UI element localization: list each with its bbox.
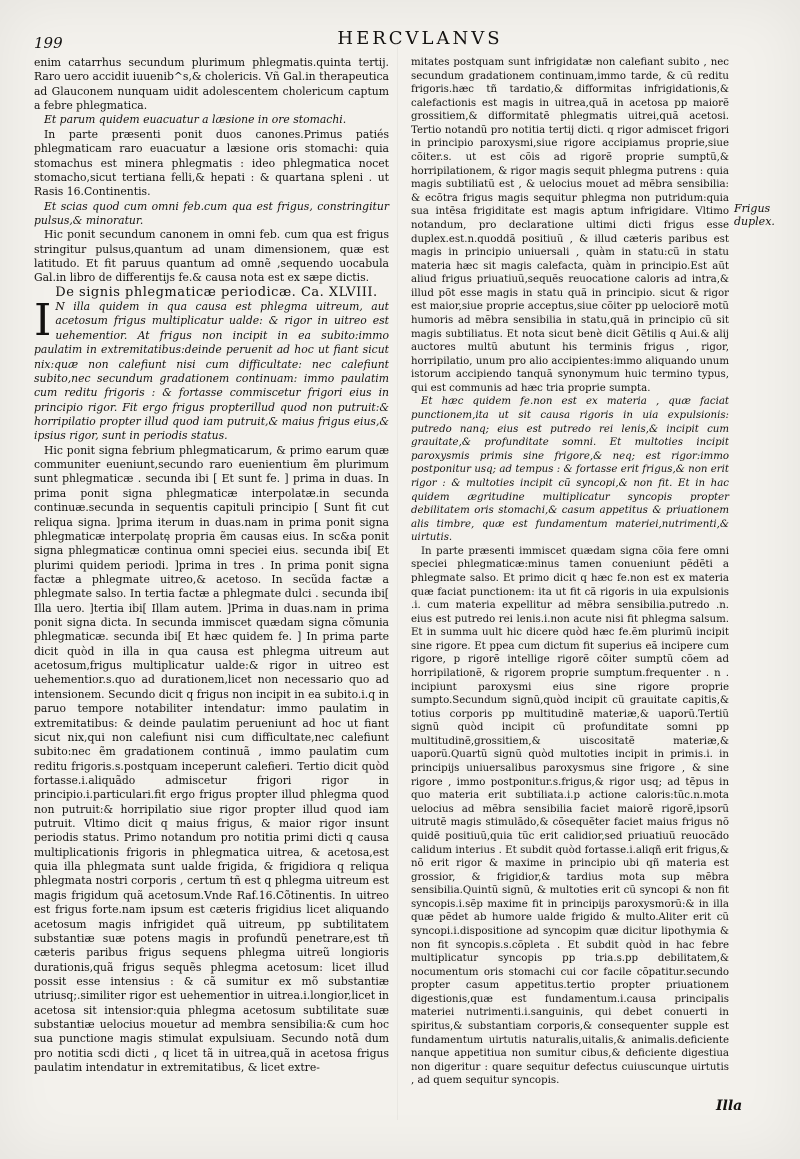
chapter-heading: De signis phlegmaticæ periodicæ. Ca. XLVIII. — [55, 284, 378, 300]
page-number: 199 — [34, 34, 63, 52]
chapter-opening — [34, 295, 389, 444]
chapter-opening-text: N illa quidem in qua causa est phlegma uitreum, aut acetosum frigus multiplicatur ualde: & rigor in uitreo est uehementior. At frigus non incipit in ea subito:immo paulatim in extremitatibus:deinde peruenit ad hoc ut fiant sicut nix:quæ non calefiunt nisi cum difficultate: nec calefiunt subito,nec secundum gradationem continuam: immo paulatim cum reditu frigoris : & fortasse commiscetur frigori eius in principio rigor. Fit ergo frigus propterillud quod non putruit:& horripilatio propter illud quod iam putruit,& maius frigus eius,& ipsius rigor, sunt in periodis status. — [34, 300, 389, 443]
left-column — [34, 56, 389, 1076]
drop-cap: I — [34, 295, 52, 347]
quoted-text: Et hæc quidem fe.non est ex materia , quæ faciat punctionem,ita ut sit causa rigoris in uia expulsionis: putredo nanq; eius est putredo rei lenis,& incipit cum grauitate,& profunditate somni. Et multoties incipit paroxysmis primis sine frigore,& neq; est rigor:immo postponitur usq; ad tempus : & fortasse erit frigus,& non erit rigor : & multoties incipit cũ syncopi,& non fit. Et in hac quidem ægritudine multiplicatur syncopis propter debilitatem oris stomachi,& casum appetitus & priuationem alis timbre, quæ est fundamentum materiei,nutrimenti,& uirtutis. — [411, 396, 729, 544]
quoted-text: Et parum quidem euacuatur a læsione in ore stomachi. — [44, 113, 347, 127]
margin-note: Frigus duplex. — [734, 202, 775, 228]
paragraph: Hic ponit secundum canonem in omni feb. cum qua est frigus stringitur pulsus,quantum ad unam dimensionem, quæ est latitudo. Et fit paruus quantum ad omnẽ ,sequendo uocabula Gal.in libro de differentijs fe.& causa nota est ex sæpe dictis. — [34, 228, 389, 285]
quoted-text: Et scias quod cum omni feb.cum qua est frigus, constringitur pulsus,& minoratur. — [34, 199, 389, 227]
paragraph: enim catarrhus secundum plurimum phlegmatis.quinta tertij. Raro uero accidit iuuenib^s,& cholericis. Vñ Gal.in therapeutica ad Glauconem nunquam uidit adolescentem cholericum captum a febre phlegmatica. — [34, 56, 389, 113]
right-column — [411, 56, 729, 1088]
paragraph: In parte præsenti ponit duos canones.Primus patiés phlegmaticam raro euacuatur a læsione oris stomachi: quia stomachus est minera phlegmatis : ideo phlegmatica nocet stomacho,sicut tertiana felli,& hepati : & quartana spleni . ut Rasis 16.Continentis. — [34, 127, 389, 199]
paragraph: In parte præsenti immiscet quædam signa cõia fere omni speciei phlegmaticæ:minus tamen conueniunt pẽdẽti a phlegmate salso. Et primo dicit q hæc fe.non est ex materia quæ faciat punctionem: ita ut fit cã rigoris in uia expulsionis .i. cum materia expellitur ad mẽbra sensibilia.putredo .n. eius est putredo rei lenis.i.non acute nisi fit phlegma salsum. Et in summa uult hic dicere quòd hæc fe.ẽm plurimũ incipit sine rigore. Et ppea cum dictum fit superius eã incipere cum rigore, p rigorẽ intellige rigorẽ cõiter sumptũ cõem ad horripilationẽ, & rigorem proprie sumptum.frequenter . n . incipiunt paroxysmi eius sine rigore proprie sumpto.Secundum signũ,quòd incipit cũ grauitate capitis,& totius corporis pp multitudinẽ materiæ,& uaporũ.Tertiũ signũ quòd incipit cũ profunditate somni pp multitudinẽ,grossitiem,& uiscositatẽ materiæ,& uaporũ.Quartũ signũ quòd multoties incipit in primis.i. in principijs uniuersalibus paroxysmus sine frigore , & sine rigore , immo postponitur.s.frigus,& rigor usq; ad tẽpus in quo materia erit subtiliata.i.p actione caloris:tũc.n.mota uelocius ad mẽbra sensibilia faciet maiorẽ rigorẽ,ipsorũ uitrutẽ magis stimulãdo,& cõsequẽter faciet maius frigus nõ quidẽ positiuũ,quia tũc erit calidior,sed priuatiuũ reuocãdo calidum interius . Et subdit quòd fortasse.i.aliqñ erit frigus,& nõ erit rigor & maxime in principio ubi qñ materia est grossior, & frigidior,& tardius mota sup mẽbra sensibilia.Quintũ signũ, & multoties erit cũ syncopi & non fit syncopis.i.sẽp maxime fit in principijs paroxysmorũ:& in illa quæ pẽdet ab humore ualde frigido & multo.Aliter erit cũ syncopi.i.dispositione ad syncopim quæ dicitur lipothymia & non fit syncopis.s.cõpleta . Et subdit quòd in hac febre multiplicatur syncopis pp tria.s.pp debilitatem,& nocumentum oris stomachi cui cor facile cõpatitur.secundo propter casum appetitus.tertio propter priuationem digestionis,quæ est fundamentum.i.causa principalis materiei nutrimenti.i.sanguinis, qui debet conuerti in spiritus,& substantiam corporis,& consequenter supple est fundamentum uirtutis naturalis,uitalis,& animalis.deficiente nanque appetitiua non sumitur cibus,& deficiente digestiua non digeritur : quare sequitur defectus cuiuscunque uirtutis , ad quem sequitur syncopis. — [411, 545, 729, 1087]
paragraph: mitates postquam sunt infrigidatæ non calefiant subito , nec secundum gradationem continuam,immo tarde, & cũ reditu frigoris.hæc tñ tardatio,& difformitas infrigidationis,& calefactionis est magis in uitrea,quã in acetosa pp maiorẽ grossitiem,& difformitatẽ phlegmatis uitrei,quã acetosi. Tertio notandũ pro notitia tertij dicti. q rigor admiscet frigori in principio paroxysmi,siue rigore accipiamus proprie,siue cõiter.s. ut est cõis ad rigorẽ proprie sumptũ,& horripilationem, & rigor magis sequit phlegma putrens : quia magis subtiliatũ est , & uelocius mouet ad mẽbra sensibilia: & ecõtra frigus magis sequitur phlegma non putridum:quia sua intẽsa frigiditate est magis aptum infrigidare. Vltimo notandum, pro declaratione ultimi dicti frigus esse duplex.est.n.quoddã positiuũ , & illud cæteris paribus est magis in principio uniuersali , quàm in statu:cũ in statu materia hæc sit magis calefacta, quàm in principio.Est aũt aliud frigus priuatiuũ,sequẽs reuocatione caloris ad intra,& illud põt esse magis in statu quã in principio. sicut & rigor est maior,siue proprie acceptus,siue cõiter pp uelociorẽ motũ humoris ad mẽbra sensibilia in statu,quã in principio cũ sit magis subtiliatus. Et nota sicut benè dicit Gẽtilis q Aui.& alij auctores multũ abutunt his terminis frigus , rigor, horripilatio, unum pro alio accipientes:immo aliquando unum istorum accipiendo tanquã synonymum huic termino typus, qui est communis ad hæc tria proprie sumpta. — [411, 57, 729, 394]
column-gutter — [397, 40, 398, 1120]
running-title: HERCVLANVS — [337, 28, 503, 49]
catchword: Illa — [716, 1098, 743, 1114]
paragraph: Hic ponit signa febrium phlegmaticarum, & primo earum quæ communiter eueniunt,secundo raro euenientium ẽm plurimum sunt phlegmaticæ . secunda ibi [ Et sunt fe. ] prima in duas. In prima ponit signa phlegmaticæ interpolatæ.in secunda continuæ.secunda in sequentis capituli principio [ Sunt fit cut reliqua signa. ]prima iterum in duas.nam in prima ponit signa phlegmaticæ interpolatę propria ẽm causas eius. In sc&a ponit signa phlegmaticæ continua omni speciei eius. secunda ibi[ Et plurimi quidem periodi. ]prima in tres . In prima ponit signa factæ a phlegmate uitreo,& acetoso. In secũda factæ a phlegmate salso. In tertia factæ a phlegmate dulci . secunda ibi[ Illa uero. ]tertia ibi[ Illam autem. ]Prima in duas.nam in prima ponit signa dicta. In secunda immiscet quædam signa cõmunia phlegmaticæ. secunda ibi[ Et hæc quidem fe. ] In prima parte dicit quòd in illa in qua causa est phlegma uitreum aut acetosum,frigus multiplicatur ualde:& rigor in uitreo est uehementior.s.quo ad durationem,licet non necessario quo ad intensionem. Secundo dicit q frigus non incipit in ea subito.i.q in paruo tempore notabiliter intendatur: immo paulatim in extremitatibus: & deinde paulatim perueniunt ad hoc ut fiant sicut nix,qui non calefiunt nisi cum difficultate,nec calefiunt subito:nec ẽm gradationem continuã , immo paulatim cum reditu frigoris.s.postquam inceperunt calefieri. Tertio dicit quòd fortasse.i.aliquãdo admiscetur frigori rigor in principio.i.particulari.fit ergo frigus propter illud phlegma quod non putruit:& horripilatio siue rigor propter illud quod iam putruit. Vltimo dicit q maius frigus, & maior rigor insunt periodis status. Primo notandum pro notitia primi dicti q causa multiplicationis frigoris in phlegmatica uitrea, & acetosa,est quia illa phlegmata sunt ualde frigida, & frigidiora q reliqua phlegmata nostri corporis , certum tñ est q phlegma uitreum est magis frigidum quã acetosum.Vnde Raf.16.Cõtinentis. In uitreo est frigus forte.nam ipsum est cæteris frigidius licet aliquando acetosum magis infrigidet quã uitreum, pp subtilitatem substantiæ suæ potens magis in profundũ penetrare,est tñ cæteris paribus frigus sequens phlegma uitreũ longioris durationis,quã frigus sequẽs phlegma acetosum: licet illud possit esse intensius : & cã sumitur ex mõ substantiæ utriusq;.similiter rigor est uehementior in uitrea.i.longior,licet in acetosa sit intensior:quia phlegma acetosum subtilitate suæ substantiæ uelocius mouetur ad membra sensibilia:& cum hoc sua punctione magis stimulat expulsiuam. Secundo notã dum pro notitia scdi dicti , q licet tã in uitrea,quã in acetosa frigus paulatim intendatur in extremitatibus, & licet extre- — [34, 443, 389, 1075]
